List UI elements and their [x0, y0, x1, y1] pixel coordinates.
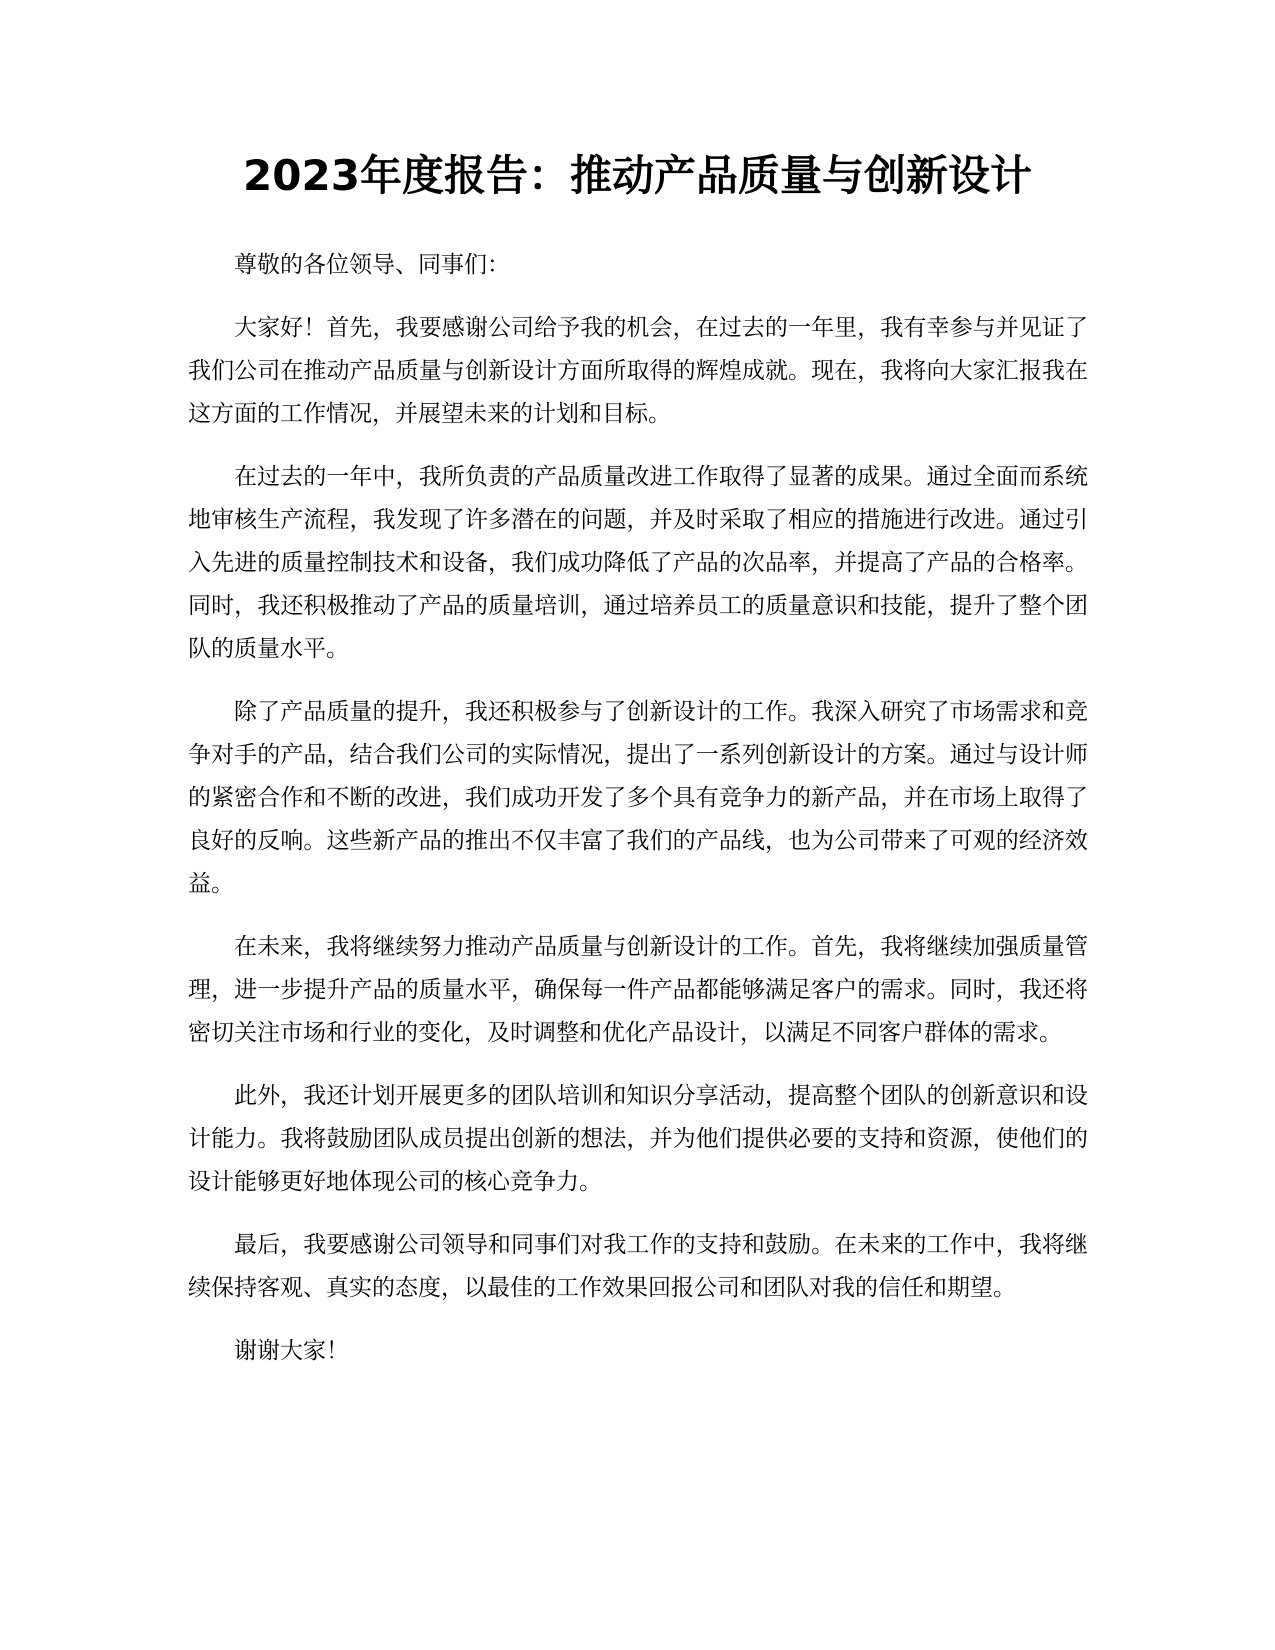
salutation-paragraph: 尊敬的各位领导、同事们：: [234, 252, 510, 278]
body-paragraph: 在过去的一年中，我所负责的产品质量改进工作取得了显著的成果。通过全面而系统地审核生产流程，我发现了许多潜在的问题，并及时采取了相应的措施进行改进。通过引入先进的质量控制技术和设备，我们成功降低了产品的次品率，并提高了产品的合格率。同时，我还积极推动了产品的质量培训，通过培养员工的质量意识和技能，提升了整个团队的质量水平。: [188, 464, 1088, 662]
document-title: 2023年度报告：推动产品质量与创新设计: [243, 151, 1032, 200]
document-body: [188, 244, 1088, 1393]
body-paragraph: 除了产品质量的提升，我还积极参与了创新设计的工作。我深入研究了市场需求和竞争对手的产品，结合我们公司的实际情况，提出了一系列创新设计的方案。通过与设计师的紧密合作和不断的改进，我们成功开发了多个具有竞争力的新产品，并在市场上取得了良好的反响。这些新产品的推出不仅丰富了我们的产品线，也为公司带来了可观的经济效益。: [188, 699, 1088, 897]
closing-paragraph: 谢谢大家！: [234, 1338, 349, 1364]
body-paragraph: 在未来，我将继续努力推动产品质量与创新设计的工作。首先，我将继续加强质量管理，进一步提升产品的质量水平，确保每一件产品都能够满足客户的需求。同时，我还将密切关注市场和行业的变化，及时调整和优化产品设计，以满足不同客户群体的需求。: [188, 934, 1088, 1046]
body-paragraph: 最后，我要感谢公司领导和同事们对我工作的支持和鼓励。在未来的工作中，我将继续保持客观、真实的态度，以最佳的工作效果回报公司和团队对我的信任和期望。: [188, 1232, 1088, 1301]
body-paragraph: 大家好！首先，我要感谢公司给予我的机会，在过去的一年里，我有幸参与并见证了我们公司在推动产品质量与创新设计方面所取得的辉煌成就。现在，我将向大家汇报我在这方面的工作情况，并展望未来的计划和目标。: [188, 315, 1088, 427]
body-paragraph: 此外，我还计划开展更多的团队培训和知识分享活动，提高整个团队的创新意识和设计能力。我将鼓励团队成员提出创新的想法，并为他们提供必要的支持和资源，使他们的设计能够更好地体现公司的核心竞争力。: [188, 1083, 1088, 1195]
